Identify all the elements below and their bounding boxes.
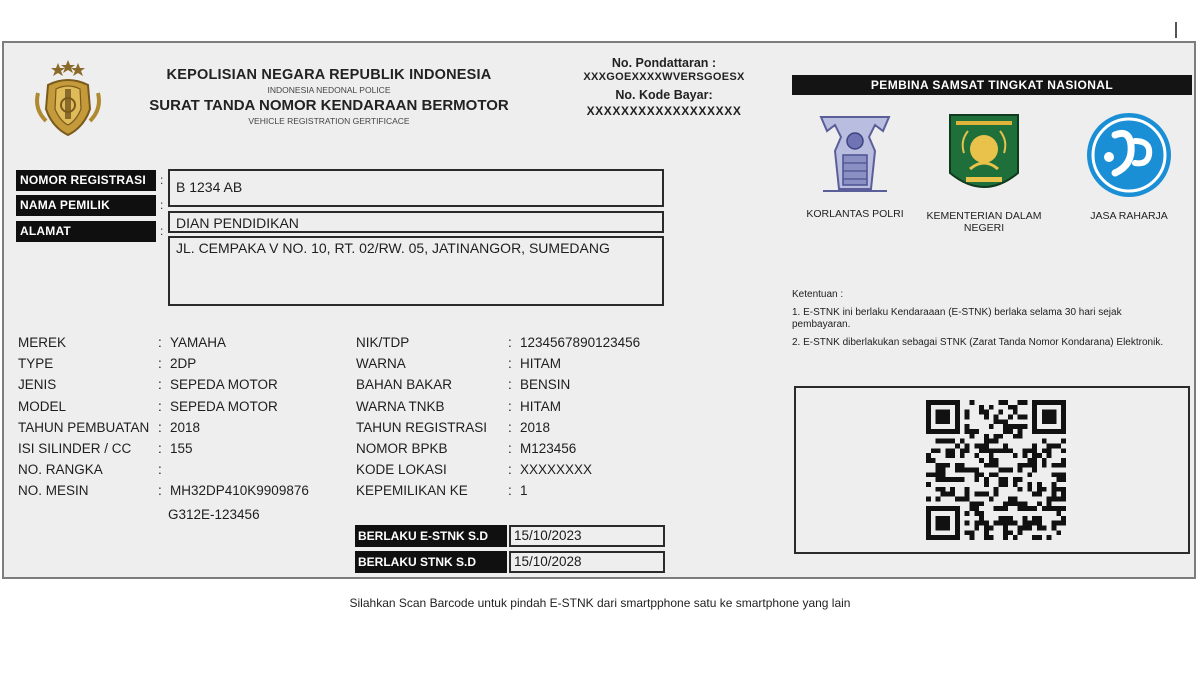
terms-item-2: 2. E-STNK diberlakukan sebagai STNK (Zarat Tanda Nomor Kondarana) Elektronik.: [792, 336, 1164, 348]
vehicle-detail-label: JENIS: [18, 377, 57, 393]
colon: :: [158, 335, 162, 350]
colon: :: [508, 377, 512, 393]
colon: :: [160, 224, 164, 238]
terms-item-1: 1. E-STNK ini berlaku Kendaraaan (E-STNK) berlaka selama 30 hari sejak pembayaran.: [792, 306, 1122, 330]
engine-extra-value: G312E-123456: [168, 507, 260, 522]
footer-instruction: Silahkan Scan Barcode untuk pindah E-STNK dari smartpphone satu ke smartphone yang lain: [349, 596, 851, 610]
payment-code-label: No. Kode Bayar:: [615, 88, 713, 102]
vehicle-detail-label: TAHUN REGISTRASI: [356, 419, 488, 435]
reg-number-field: B 1234 AB: [168, 169, 664, 207]
logo-kemendagri-caption: KEMENTERIAN DALAM NEGERI: [926, 210, 1042, 234]
colon: :: [158, 441, 162, 456]
qr-code-icon[interactable]: [926, 400, 1066, 540]
vehicle-detail-label: NO. MESIN: [18, 483, 89, 499]
vehicle-detail-label: NO. RANGKA: [18, 462, 103, 478]
stnk-validity-label: BERLAKU STNK S.D: [355, 551, 507, 573]
colon: :: [158, 356, 162, 372]
vehicle-detail-value: HITAM: [520, 398, 561, 414]
vehicle-detail-value: 1: [520, 483, 528, 499]
vehicle-detail-label: WARNA: [356, 356, 406, 372]
vehicle-detail-label: MEREK: [18, 335, 67, 350]
colon: :: [508, 335, 512, 350]
vehicle-detail-value: 2018: [170, 419, 201, 435]
colon: :: [508, 441, 512, 456]
colon: :: [158, 462, 162, 478]
reg-number-label: NOMOR REGISTRASI: [16, 170, 156, 191]
vehicle-detail-value: 2018: [520, 419, 551, 435]
stnk-validity-value: 15/10/2028: [509, 551, 665, 573]
header-subtitle: INDONESIA NEDONAL POLICE: [267, 85, 391, 95]
vehicle-detail-value: SEPEDA MOTOR: [170, 377, 278, 393]
estnk-validity-value: 15/10/2023: [509, 525, 665, 547]
estnk-validity-label: BERLAKU E-STNK S.D: [355, 525, 507, 547]
colon: :: [158, 419, 162, 435]
terms-notes: [792, 289, 1182, 354]
vehicle-detail-label: TAHUN PEMBUATAN: [18, 419, 150, 435]
colon: :: [158, 377, 162, 393]
logo-jasa-raharja: [1074, 111, 1184, 222]
logo-jasa-raharja-caption: JASA RAHARJA: [1090, 210, 1168, 222]
colon: :: [160, 173, 164, 187]
registration-no-value: XXXGOEXXXXWVERSGOESX: [583, 71, 745, 83]
vehicle-detail-value: 2DP: [170, 356, 197, 372]
logo-korlantas: [800, 111, 910, 220]
stnk-card: [2, 41, 1196, 579]
vehicle-detail-value: HITAM: [520, 356, 561, 372]
vehicle-detail-label: KODE LOKASI: [356, 462, 447, 478]
logo-korlantas-caption: KORLANTAS POLRI: [806, 208, 904, 220]
colon: :: [508, 398, 512, 414]
payment-code-value: XXXXXXXXXXXXXXXXXX: [586, 104, 742, 118]
jasa-raharja-logo-icon: [1085, 111, 1173, 199]
vehicle-detail-value: MH32DP410K9909876: [170, 483, 309, 499]
terms-heading: Ketentuan :: [792, 289, 844, 300]
address-field: JL. CEMPAKA V NO. 10, RT. 02/RW. 05, JATINANGOR, SUMEDANG: [168, 236, 664, 306]
edge-tick: [1175, 22, 1177, 38]
logo-kemendagri: [924, 111, 1044, 234]
colon: :: [508, 356, 512, 372]
kemendagri-logo-icon: [946, 111, 1022, 199]
registration-no-label: No. Pondattaran :: [611, 56, 717, 70]
vehicle-detail-label: WARNA TNKB: [356, 398, 445, 414]
vehicle-detail-label: NOMOR BPKB: [356, 441, 448, 456]
vehicle-detail-label: BAHAN BAKAR: [356, 377, 453, 393]
vehicle-detail-label: KEPEMILIKAN KE: [356, 483, 468, 499]
pembina-title: PEMBINA SAMSAT TINGKAT NASIONAL: [792, 75, 1192, 95]
vehicle-detail-label: NIK/TDP: [356, 335, 410, 350]
vehicle-detail-value: YAMAHA: [170, 335, 227, 350]
header-title: KEPOLISIAN NEGARA REPUBLIK INDONESIA: [166, 67, 492, 83]
vehicle-detail-label: ISI SILINDER / CC: [18, 441, 132, 456]
vehicle-detail-value: SEPEDA MOTOR: [170, 398, 278, 414]
colon: :: [508, 419, 512, 435]
korlantas-logo-icon: [813, 111, 897, 197]
colon: :: [160, 198, 164, 212]
colon: :: [508, 462, 512, 478]
owner-name-label: NAMA PEMILIK: [16, 195, 156, 216]
document-subtitle: VEHICLE REGISTRATION GERTIFICACE: [248, 116, 410, 126]
vehicle-detail-value: 155: [170, 441, 193, 456]
colon: :: [158, 398, 162, 414]
vehicle-detail-value: M123456: [520, 441, 577, 456]
address-label: ALAMAT: [16, 221, 156, 242]
vehicle-detail-label: TYPE: [18, 356, 54, 372]
vehicle-detail-label: MODEL: [18, 398, 67, 414]
colon: :: [158, 483, 162, 499]
vehicle-detail-value: XXXXXXXX: [520, 462, 593, 478]
colon: :: [508, 483, 512, 499]
vehicle-detail-value: 1234567890123456: [520, 335, 641, 350]
polri-emblem-icon: [28, 59, 108, 139]
document-title: SURAT TANDA NOMOR KENDARAAN BERMOTOR: [149, 97, 509, 114]
qr-frame: [794, 386, 1190, 554]
owner-name-field: DIAN PENDIDIKAN: [168, 211, 664, 233]
vehicle-detail-value: BENSIN: [520, 377, 571, 393]
